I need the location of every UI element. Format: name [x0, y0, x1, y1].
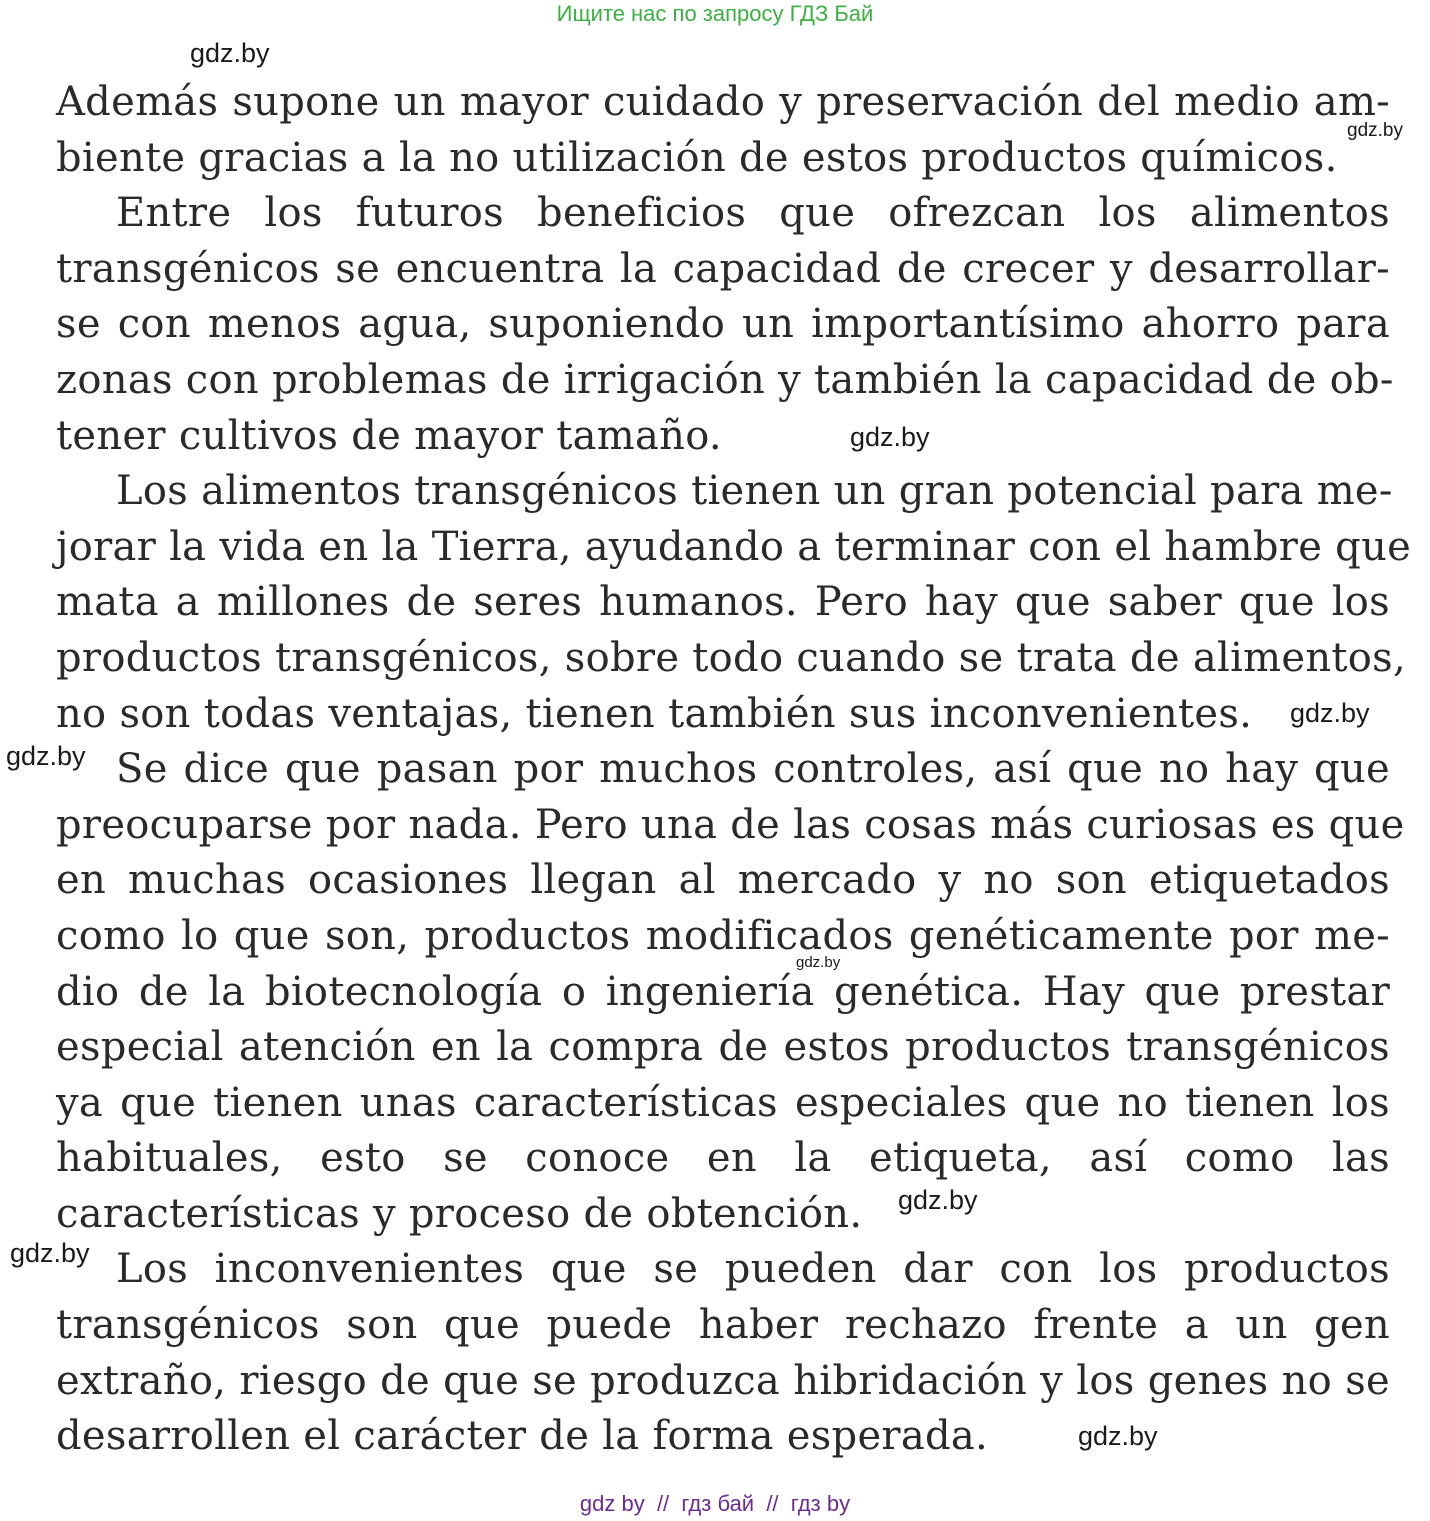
text-line: habituales, esto se conoce en la etiqueta, así como las [56, 1135, 1390, 1182]
watermark: gdz.by [1290, 698, 1370, 728]
watermark: gdz.by [898, 1185, 978, 1215]
header-banner[interactable]: Ищите нас по запросу ГДЗ Бай [556, 1, 874, 26]
text-line: Entre los futuros beneficios que ofrezcan los alimentos [116, 190, 1390, 237]
text-line: transgénicos son que puede haber rechazo frente a un gen [56, 1302, 1390, 1349]
text-line: desarrollen el carácter de la forma esperada. [56, 1413, 989, 1460]
text-line: transgénicos se encuentra la capacidad de crecer y desarrollar- [56, 245, 1390, 292]
text-line: características y proceso de obtención. [56, 1190, 863, 1237]
text-line: como lo que son, productos modificados genéticamente por me- [56, 912, 1390, 959]
text-line: Los inconvenientes que se pueden dar con los productos [116, 1246, 1390, 1293]
text-line: tener cultivos de mayor tamaño. [56, 412, 722, 459]
text-line: zonas con problemas de irrigación y también la capacidad de ob- [56, 356, 1394, 403]
text-line: Además supone un mayor cuidado y preservación del medio am- [56, 79, 1390, 125]
text-line: biente gracias a la no utilización de estos productos químicos. [56, 134, 1338, 181]
watermark: gdz.by [1078, 1421, 1158, 1451]
document-text [56, 75, 1412, 1465]
text-line: se con menos agua, suponiendo un importantísimo ahorro para [56, 301, 1390, 348]
watermark: gdz.by [10, 1238, 90, 1268]
text-line: extraño, riesgo de que se produzca hibridación y los genes no se [56, 1357, 1390, 1404]
text-line: Los alimentos transgénicos tienen un gran potencial para me- [116, 468, 1393, 515]
watermark: gdz.by [1347, 120, 1403, 141]
watermark: gdz.by [190, 38, 270, 68]
text-line: ya que tienen unas características especiales que no tienen los [56, 1079, 1390, 1126]
footer-links[interactable]: gdz by // гдз бай // гдз by [579, 1491, 851, 1516]
watermark: gdz.by [850, 422, 930, 452]
text-line: no son todas ventajas, tienen también sus inconvenientes. [56, 690, 1253, 737]
text-line: preocuparse por nada. Pero una de las cosas más curiosas es que [56, 801, 1405, 848]
text-line: Se dice que pasan por muchos controles, así que no hay que [116, 746, 1390, 793]
watermark: gdz.by [6, 741, 86, 771]
text-line: dio de la biotecnología o ingeniería genética. Hay que prestar [56, 968, 1390, 1015]
text-line: especial atención en la compra de estos productos transgénicos [56, 1024, 1390, 1071]
text-line: en muchas ocasiones llegan al mercado y no son etiquetados [56, 857, 1390, 904]
text-line: productos transgénicos, sobre todo cuando se trata de alimentos, [56, 634, 1407, 681]
text-line: jorar la vida en la Tierra, ayudando a terminar con el hambre que [56, 523, 1412, 570]
text-line: mata a millones de seres humanos. Pero hay que saber que los [56, 579, 1390, 626]
watermark: gdz.by [796, 954, 841, 971]
